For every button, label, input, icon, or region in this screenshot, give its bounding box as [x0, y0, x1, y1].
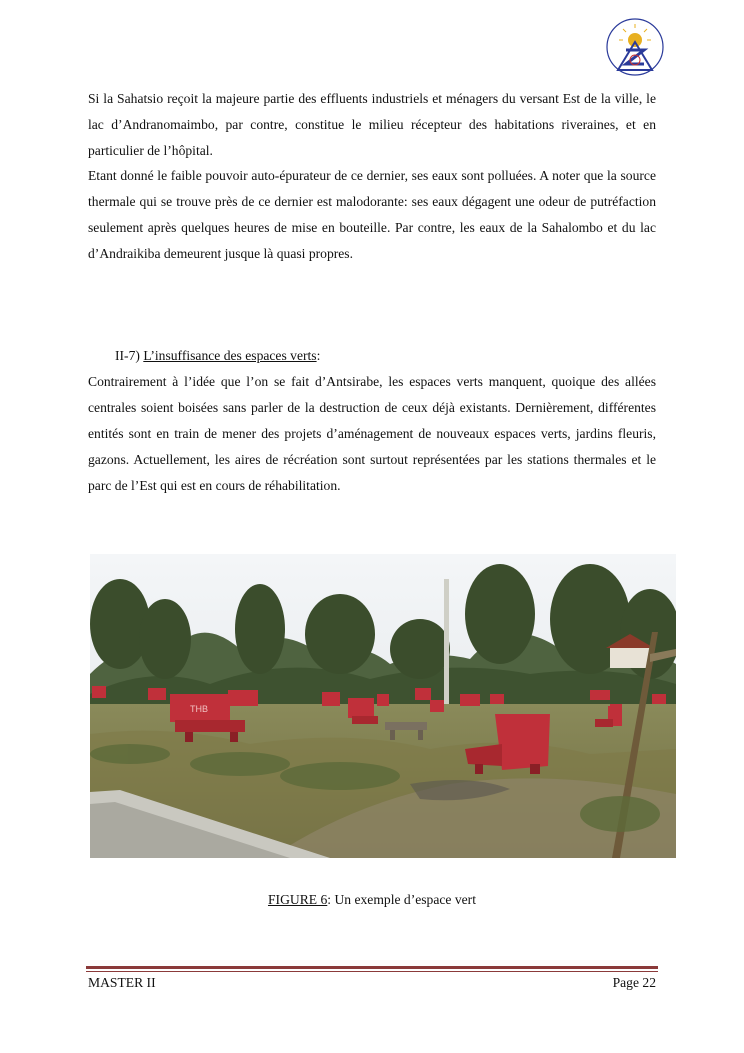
- paragraph-pollution: Etant donné le faible pouvoir auto-épurateur de ce dernier, ses eaux sont polluées. A noter que la source thermale qui se trouve près de ce dernier est malodorante: ses eaux dégagent une odeur de putréfaction seulement après quelques heures de mise en bouteille. Par contre, les eaux de la Sahalombo et du lac d’Andraikiba demeurent jusque là quasi propres.: [88, 168, 656, 261]
- footer-rule-thick: [86, 966, 658, 969]
- park-photo: [90, 554, 676, 858]
- section-heading: [115, 343, 320, 369]
- footer-rule-thin: [86, 971, 658, 972]
- section-title: L’insuffisance des espaces verts: [143, 348, 317, 363]
- section-number: II-7): [115, 348, 144, 363]
- footer-page-number: Page 22: [612, 975, 656, 990]
- figure-caption: [0, 888, 744, 912]
- university-seal-icon: [604, 16, 666, 78]
- section-colon: :: [316, 348, 321, 363]
- paragraph-effluents: Si la Sahatsio reçoit la majeure partie des effluents industriels et ménagers du versant Est de la ville, le lac d’Andranomaimbo, par contre, constitue le milieu récepteur des habitations riveraines, et en particulier de l’hôpital.: [88, 91, 656, 158]
- bench-label: THB: [190, 704, 208, 714]
- figure-caption-text: : Un exemple d’espace vert: [327, 892, 476, 907]
- figure-label: FIGURE 6: [267, 892, 328, 907]
- footer-degree: MASTER II: [88, 975, 156, 990]
- paragraph-green-spaces: Contrairement à l’idée que l’on se fait d’Antsirabe, les espaces verts manquent, quoique des allées centrales soient boisées sans parler de la destruction de ceux déjà existants. Dernièrement, différentes entités sont en train de mener des projets d’aménagement de nouveaux espaces verts, jardins fleuris, gazons. Actuellement, les aires de récréation sont surtout représentées par les stations thermales et le parc de l’Est qui est en cours de réhabilitation.: [88, 374, 656, 493]
